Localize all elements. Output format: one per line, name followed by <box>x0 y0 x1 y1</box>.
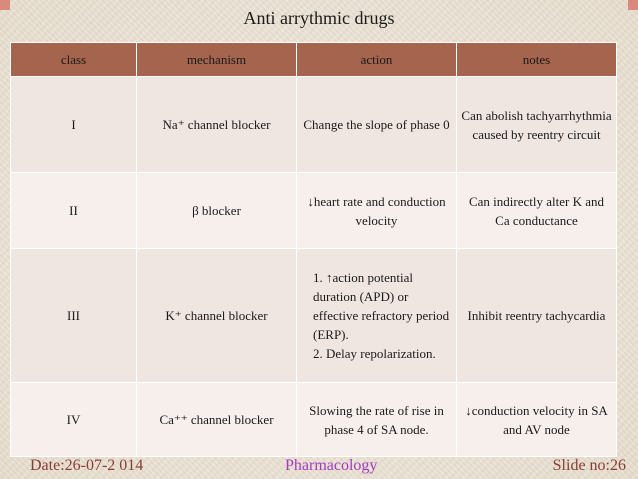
cell-class: II <box>11 173 137 249</box>
cell-notes: Can indirectly alter K and Ca conductance <box>457 173 617 249</box>
action-item: 1. ↑action potential duration (APD) or effective refractory period (ERP). <box>313 270 450 342</box>
slide-footer <box>0 455 638 479</box>
cell-class: III <box>11 249 137 383</box>
cell-action: Change the slope of phase 0 <box>297 77 457 173</box>
cell-mechanism: Ca⁺⁺ channel blocker <box>137 383 297 457</box>
cell-class: IV <box>11 383 137 457</box>
cell-action <box>297 249 457 383</box>
cell-class: I <box>11 77 137 173</box>
table-header-row <box>11 43 617 77</box>
footer-subject: Pharmacology <box>285 457 378 474</box>
action-item: 2. Delay repolarization. <box>313 346 436 361</box>
table-row <box>11 173 617 249</box>
action-list <box>301 268 452 363</box>
table-row <box>11 383 617 457</box>
cell-mechanism: Na⁺ channel blocker <box>137 77 297 173</box>
cell-action: ↓heart rate and conduction velocity <box>297 173 457 249</box>
header-notes: notes <box>457 43 617 77</box>
cell-notes: Can abolish tachyarrhythmia caused by reentry circuit <box>457 77 617 173</box>
footer-slide-number: Slide no:26 <box>552 457 626 474</box>
header-action: action <box>297 43 457 77</box>
cell-mechanism: β blocker <box>137 173 297 249</box>
cell-notes: Inhibit reentry tachycardia <box>457 249 617 383</box>
cell-action: Slowing the rate of rise in phase 4 of SA node. <box>297 383 457 457</box>
cell-notes: ↓conduction velocity in SA and AV node <box>457 383 617 457</box>
drug-classes-table <box>10 42 617 457</box>
header-mechanism: mechanism <box>137 43 297 77</box>
header-class: class <box>11 43 137 77</box>
table-row <box>11 249 617 383</box>
slide-title: Anti arrythmic drugs <box>243 8 395 28</box>
table-row <box>11 77 617 173</box>
footer-date: Date:26-07-2 014 <box>30 457 144 474</box>
cell-mechanism: K⁺ channel blocker <box>137 249 297 383</box>
